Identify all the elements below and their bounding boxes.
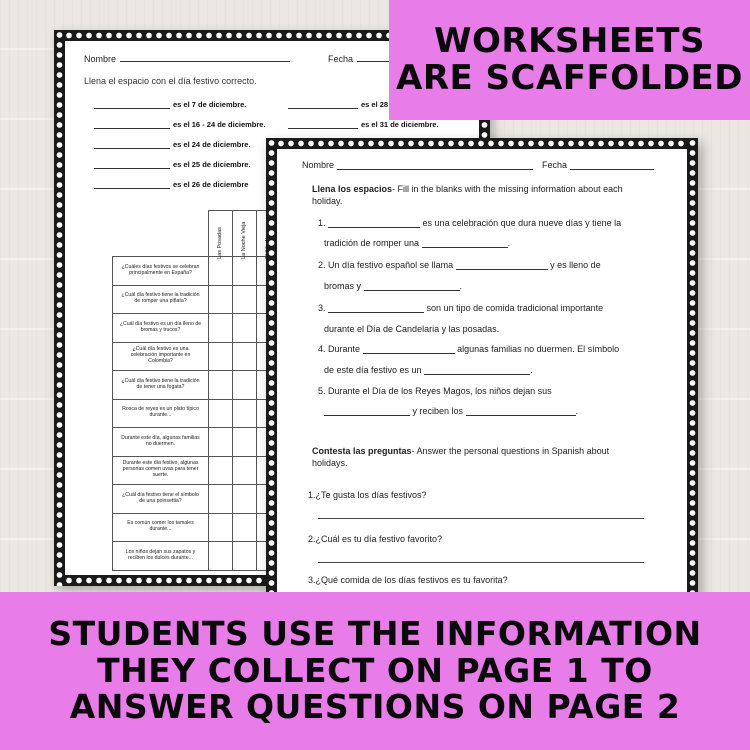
fill-item: es el 24 de diciembre. [94, 140, 251, 149]
section-1-heading [312, 184, 632, 207]
caption-banner [0, 592, 750, 750]
answer-line-1 [318, 518, 644, 519]
fecha-field: Fecha [542, 160, 654, 170]
table-row: Es común comer los tamales durante... [113, 513, 329, 542]
column-header: Las Posadas [209, 211, 233, 257]
page-border-right [687, 138, 698, 598]
answer-line-2 [318, 562, 644, 563]
fill-item: es el 28 [288, 100, 388, 109]
table-row: Durante este día festivo, algunas personas comen uvas para tener suerte. [113, 456, 329, 485]
fecha-label: Fecha [328, 54, 354, 64]
table-row: ¿Cuáles días festivos se celebran principalmente en España? [113, 257, 329, 286]
caption-line-3: ANSWER QUESTIONS ON PAGE 2 [69, 687, 681, 727]
fill-item: es el 31 de diciembre. [288, 120, 439, 129]
question-1: 1.¿Te gusta los días festivos? [308, 490, 427, 500]
fill-item: es el 25 de diciembre. [94, 160, 251, 169]
fill-item: es el 7 de diciembre. [94, 100, 246, 109]
fill-item-4-line-2: de este día festivo es un . [324, 365, 533, 375]
question-3: 3.¿Qué comida de los días festivos es tu favorita? [308, 575, 508, 585]
caption-line-1: STUDENTS USE THE INFORMATION [48, 613, 702, 653]
fill-item-2-line-2: bromas y . [324, 281, 463, 291]
page-border-left [266, 138, 277, 598]
section-1-instructions: - Fill in the blanks with the missing information about each holiday. [312, 184, 623, 206]
table-row: ¿Cuál día festivo tiene el símbolo de una poinsettia? [113, 485, 329, 514]
fill-item-4: 4. Durante algunas familias no duermen. El símbolo [318, 344, 620, 354]
fill-item: es el 16 - 24 de diciembre. [94, 120, 266, 129]
page-border-top [266, 138, 698, 149]
nombre-label: Nombre [84, 54, 117, 64]
instructions: Llena el espacio con el día festivo correcto. [84, 76, 257, 86]
fill-item-3: 3. son un tipo de comida tradicional importante [318, 303, 604, 313]
table-row: ¿Cuál día festivo tiene la tradición de romper una piñata? [113, 285, 329, 314]
nombre-line [120, 61, 290, 62]
page-border-left [54, 30, 65, 586]
name-date-header [84, 54, 354, 64]
section-2-heading [312, 446, 632, 469]
fill-item: es el 26 de diciembre [94, 180, 248, 189]
nombre-field: Nombre [302, 160, 533, 170]
fill-item-5-line-2: y reciben los . [324, 406, 578, 416]
table-row: Los niños dejan sus zapatos y reciben los dulces durante... [113, 542, 329, 571]
table-row: ¿Cuál día festivo es un día lleno de bromas y trucos? [113, 314, 329, 343]
fill-item-2: 2. Un día festivo español se llama y es lleno de [318, 260, 601, 270]
headline-line-1: WORKSHEETS [433, 21, 705, 62]
headline-banner [389, 0, 750, 120]
section-2-title: Contesta las preguntas [312, 446, 412, 456]
table-row: Durante este día, algunas familias no duermen. [113, 428, 329, 457]
table-row: Rosca de reyes es un plato típico durante... [113, 399, 329, 428]
question-2: 2.¿Cuál es tu día festivo favorito? [308, 534, 443, 544]
worksheet-page-2 [266, 138, 698, 598]
fill-item-1-line-2: tradición de romper una . [324, 238, 511, 248]
fill-item-1: 1. es una celebración que dura nueve días y tiene la [318, 218, 622, 228]
table-row: ¿Cuál día festivo es una celebración importante en Colombia? [113, 342, 329, 371]
section-1-title: Llena los espacios [312, 184, 393, 194]
fill-item-5: 5. Durante el Día de los Reyes Magos, los niños dejan sus [318, 386, 552, 396]
section-2-instructions: - Answer the personal questions in Spanish about holidays. [312, 446, 610, 468]
fill-item-3-line-2: durante el Día de Candelaria y las posadas. [324, 324, 500, 334]
table-row: ¿Cuál día festivo tiene la tradición de tener una fogata? [113, 371, 329, 400]
column-header: La Noche Vieja [233, 211, 257, 257]
headline-line-2: ARE SCAFFOLDED [396, 58, 743, 98]
caption-line-2: THEY COLLECT ON PAGE 1 TO [97, 650, 653, 690]
